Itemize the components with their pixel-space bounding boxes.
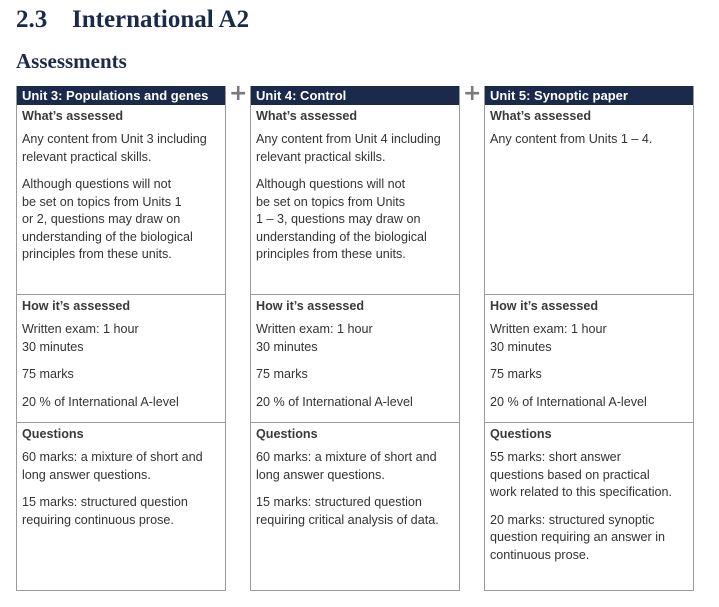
paragraph: 75 marks (256, 367, 308, 381)
paragraph: 15 marks: structured question requiring continuous prose. (22, 495, 188, 527)
block-title: How it’s assessed (256, 299, 365, 313)
block-title: Questions (256, 427, 318, 441)
whats-assessed-block (251, 105, 459, 295)
paragraph: Written exam: 1 hour 30 minutes (490, 322, 607, 354)
unit-header: Unit 3: Populations and genes (17, 86, 225, 105)
questions-block (251, 423, 459, 590)
paragraph: Any content from Units 1 – 4. (490, 132, 653, 146)
paragraph: 60 marks: a mixture of short and long answer questions. (22, 450, 203, 482)
paragraph: 20 % of International A-level (22, 394, 179, 409)
whats-assessed-block (17, 105, 225, 295)
block-title: How it’s assessed (490, 299, 599, 313)
block-title: Questions (22, 427, 84, 441)
paragraph: 20 marks: structured synoptic question requiring an answer in continuous prose. (490, 512, 666, 562)
paragraph: Written exam: 1 hour 30 minutes (256, 322, 373, 354)
paragraph: 75 marks (490, 367, 542, 381)
block-title: What’s assessed (22, 109, 124, 123)
block-title: How it’s assessed (22, 299, 131, 313)
unit-3-card (16, 86, 226, 591)
block-title: Questions (490, 427, 552, 441)
block-title: What’s assessed (490, 109, 592, 123)
how-assessed-block (251, 295, 459, 423)
paragraph: 20 % of International A-level (256, 394, 413, 409)
how-assessed-block (17, 295, 225, 423)
block-title: What’s assessed (256, 109, 358, 123)
paragraph: 75 marks (22, 367, 74, 381)
paragraph: 15 marks: structured question requiring critical analysis of data. (256, 495, 439, 527)
paragraph: 20 % of International A-level (490, 394, 647, 409)
assessments-heading: Assessments (16, 49, 127, 73)
paragraph: Written exam: 1 hour 30 minutes (22, 322, 139, 354)
paragraph: 60 marks: a mixture of short and long answer questions. (256, 450, 437, 482)
questions-block (485, 423, 693, 590)
paragraph: Although questions will not be set on topics from Units 1 – 3, questions may draw on understanding of the biological principles from these units. (256, 177, 427, 261)
whats-assessed-block (485, 105, 693, 295)
questions-block (17, 423, 225, 590)
how-assessed-block (485, 295, 693, 423)
unit-5-card (484, 86, 694, 591)
section-number: 2.3 (16, 6, 48, 33)
paragraph: Any content from Unit 3 including relevant practical skills. (22, 132, 207, 164)
section-heading (16, 6, 249, 34)
paragraph: Although questions will not be set on topics from Units 1 or 2, questions may draw on understanding of the biological principles from these units. (22, 177, 193, 261)
plus-icon: + (229, 81, 248, 106)
paragraph: Any content from Unit 4 including relevant practical skills. (256, 132, 441, 164)
paragraph: 55 marks: short answer questions based on practical work related to this specification. (490, 450, 672, 499)
plus-icon: + (463, 81, 482, 106)
unit-header: Unit 4: Control (251, 86, 459, 105)
unit-header: Unit 5: Synoptic paper (485, 86, 693, 105)
section-title: International A2 (72, 6, 250, 33)
unit-4-card (250, 86, 460, 591)
